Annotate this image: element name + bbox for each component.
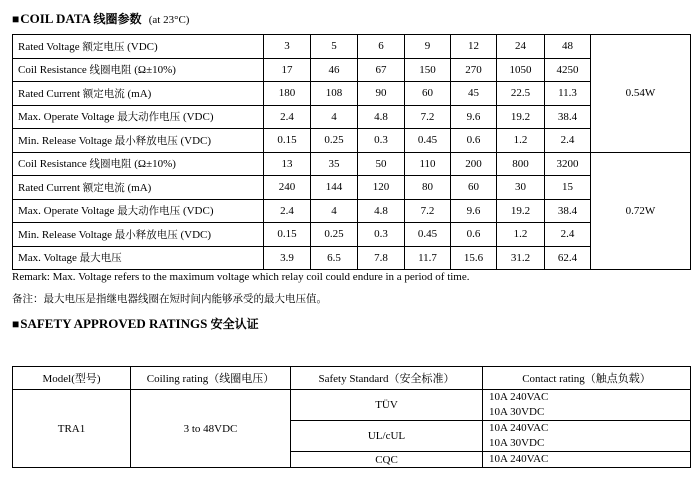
- row-unit: (VDC): [182, 111, 214, 124]
- value-cell: 35: [311, 152, 358, 176]
- row-label-en: Max. Voltage: [18, 252, 77, 265]
- coil-power-cell: 0.54W: [591, 35, 691, 153]
- value-cell: 50: [358, 152, 405, 176]
- coil-data-row: [13, 58, 691, 82]
- row-label-cn: 最大动作电压: [117, 111, 181, 124]
- row-label-en: Max. Operate Voltage: [18, 111, 115, 124]
- row-unit: (mA): [127, 87, 152, 100]
- value-cell: 62.4: [545, 246, 591, 270]
- value-cell: 38.4: [545, 199, 591, 223]
- row-label: [13, 246, 264, 270]
- row-label: [13, 35, 264, 59]
- voltage-cell: 6: [358, 35, 405, 59]
- row-label: [13, 152, 264, 176]
- row-label: [13, 199, 264, 223]
- value-cell: 800: [497, 152, 545, 176]
- row-label: [13, 58, 264, 82]
- value-cell: 4: [311, 105, 358, 129]
- coil-data-row: [13, 82, 691, 106]
- value-cell: 0.3: [358, 223, 405, 247]
- coil-data-title: COIL DATA: [20, 11, 91, 26]
- square-bullet-icon: ■: [12, 317, 20, 331]
- square-bullet-icon: ■: [12, 12, 20, 26]
- coil-data-row: [13, 176, 691, 200]
- value-cell: 17: [264, 58, 311, 82]
- voltage-cell: 48: [545, 35, 591, 59]
- row-label-cn: 最大电压: [79, 252, 122, 265]
- value-cell: 22.5: [497, 82, 545, 106]
- contact-rating-cell: [483, 390, 691, 421]
- row-unit: (VDC): [180, 228, 212, 241]
- value-cell: 270: [451, 58, 497, 82]
- voltage-cell: 12: [451, 35, 497, 59]
- value-cell: 11.7: [405, 246, 451, 270]
- value-cell: 0.3: [358, 129, 405, 153]
- value-cell: 200: [451, 152, 497, 176]
- row-label-cn: 额定电压: [82, 40, 125, 53]
- coil-rating-cell: 3 to 48VDC: [131, 390, 291, 468]
- value-cell: 67: [358, 58, 405, 82]
- contact-rating-line: 10A 240VAC: [489, 453, 549, 465]
- coil-data-table: [12, 34, 691, 270]
- value-cell: 4: [311, 199, 358, 223]
- value-cell: 4.8: [358, 105, 405, 129]
- row-label-cn: 线圈电阻: [89, 158, 132, 171]
- row-unit: (Ω±10%): [134, 158, 176, 171]
- column-header: Safety Standard（安全标准）: [291, 367, 483, 390]
- row-label: [13, 223, 264, 247]
- value-cell: 240: [264, 176, 311, 200]
- contact-rating-line: 10A 30VDC: [489, 406, 545, 418]
- value-cell: 0.6: [451, 129, 497, 153]
- coil-data-row: [13, 246, 691, 270]
- value-cell: 19.2: [497, 105, 545, 129]
- column-header: Contact rating（触点负载）: [483, 367, 691, 390]
- row-label: [13, 105, 264, 129]
- value-cell: 144: [311, 176, 358, 200]
- value-cell: 9.6: [451, 105, 497, 129]
- model-cell: TRA1: [13, 390, 131, 468]
- value-cell: 3200: [545, 152, 591, 176]
- row-label-cn: 线圈电阻: [89, 64, 132, 77]
- row-label-cn: 额定电流: [82, 181, 125, 194]
- value-cell: 13: [264, 152, 311, 176]
- safety-ratings-table: [12, 366, 691, 468]
- rated-voltage-row: [13, 35, 691, 59]
- row-unit: (VDC): [180, 134, 212, 147]
- value-cell: 7.2: [405, 199, 451, 223]
- row-unit: (VDC): [182, 205, 214, 218]
- coil-data-row: [13, 152, 691, 176]
- value-cell: 60: [451, 176, 497, 200]
- remark-cn: 备注：最大电压是指继电器线圈在短时间内能够承受的最大电压值。: [12, 293, 327, 305]
- value-cell: 60: [405, 82, 451, 106]
- value-cell: 6.5: [311, 246, 358, 270]
- row-label-cn: 额定电流: [82, 87, 125, 100]
- row-label-en: Min. Release Voltage: [18, 134, 112, 147]
- row-label-en: Rated Voltage: [18, 40, 80, 53]
- value-cell: 3.9: [264, 246, 311, 270]
- value-cell: 31.2: [497, 246, 545, 270]
- row-label-cn: 最大动作电压: [117, 205, 181, 218]
- value-cell: 38.4: [545, 105, 591, 129]
- value-cell: 45: [451, 82, 497, 106]
- value-cell: 108: [311, 82, 358, 106]
- value-cell: 120: [358, 176, 405, 200]
- safety-title: SAFETY APPROVED RATINGS: [20, 316, 208, 331]
- value-cell: 15.6: [451, 246, 497, 270]
- row-label-en: Rated Current: [18, 181, 81, 194]
- row-label-cn: 最小释放电压: [114, 134, 178, 147]
- coil-data-row: [13, 223, 691, 247]
- row-unit: (VDC): [127, 40, 158, 53]
- voltage-cell: 5: [311, 35, 358, 59]
- coil-power-cell: 0.72W: [591, 152, 691, 270]
- value-cell: 0.45: [405, 129, 451, 153]
- safety-standard-cell: CQC: [291, 452, 483, 468]
- value-cell: 1.2: [497, 223, 545, 247]
- contact-rating-line: 10A 240VAC: [489, 391, 549, 403]
- value-cell: 2.4: [264, 199, 311, 223]
- value-cell: 2.4: [545, 223, 591, 247]
- coil-data-heading: [12, 10, 189, 27]
- row-label-en: Max. Operate Voltage: [18, 205, 115, 218]
- value-cell: 0.6: [451, 223, 497, 247]
- coil-data-row: [13, 129, 691, 153]
- row-label-en: Rated Current: [18, 87, 81, 100]
- value-cell: 7.8: [358, 246, 405, 270]
- voltage-cell: 9: [405, 35, 451, 59]
- value-cell: 1050: [497, 58, 545, 82]
- coil-data-row: [13, 199, 691, 223]
- coil-data-row: [13, 105, 691, 129]
- row-label-en: Min. Release Voltage: [18, 228, 112, 241]
- row-label: [13, 129, 264, 153]
- row-label-en: Coil Resistance: [18, 158, 87, 171]
- safety-standard-row: [13, 390, 691, 421]
- value-cell: 1.2: [497, 129, 545, 153]
- value-cell: 110: [405, 152, 451, 176]
- contact-rating-line: 10A 240VAC: [489, 422, 549, 434]
- value-cell: 19.2: [497, 199, 545, 223]
- row-unit: (mA): [127, 181, 152, 194]
- value-cell: 0.15: [264, 129, 311, 153]
- coil-data-subtitle: (at 23°C): [148, 14, 190, 26]
- value-cell: 0.25: [311, 129, 358, 153]
- value-cell: 4.8: [358, 199, 405, 223]
- voltage-cell: 24: [497, 35, 545, 59]
- contact-rating-cell: [483, 421, 691, 452]
- value-cell: 46: [311, 58, 358, 82]
- row-label-cn: 最小释放电压: [114, 228, 178, 241]
- value-cell: 30: [497, 176, 545, 200]
- row-label: [13, 82, 264, 106]
- contact-rating-cell: [483, 452, 691, 468]
- safety-standard-cell: UL/cUL: [291, 421, 483, 452]
- value-cell: 2.4: [545, 129, 591, 153]
- safety-heading: [12, 315, 259, 332]
- column-header: Model(型号): [13, 367, 131, 390]
- value-cell: 0.25: [311, 223, 358, 247]
- value-cell: 11.3: [545, 82, 591, 106]
- safety-title-cn: 安全认证: [210, 317, 259, 331]
- remark-en: Remark: Max. Voltage refers to the maximum voltage which relay coil could endure in a period of time.: [12, 271, 470, 283]
- row-unit: (Ω±10%): [134, 64, 176, 77]
- contact-rating-line: 10A 30VDC: [489, 437, 545, 449]
- voltage-cell: 3: [264, 35, 311, 59]
- value-cell: 180: [264, 82, 311, 106]
- value-cell: 0.45: [405, 223, 451, 247]
- value-cell: 9.6: [451, 199, 497, 223]
- value-cell: 150: [405, 58, 451, 82]
- row-label: [13, 176, 264, 200]
- value-cell: 80: [405, 176, 451, 200]
- safety-header-row: [13, 367, 691, 390]
- value-cell: 4250: [545, 58, 591, 82]
- coil-data-title-cn: 线圈参数: [93, 12, 142, 26]
- value-cell: 2.4: [264, 105, 311, 129]
- value-cell: 90: [358, 82, 405, 106]
- value-cell: 15: [545, 176, 591, 200]
- value-cell: 0.15: [264, 223, 311, 247]
- row-label-en: Coil Resistance: [18, 64, 87, 77]
- column-header: Coiling rating（线圈电压）: [131, 367, 291, 390]
- value-cell: 7.2: [405, 105, 451, 129]
- safety-standard-cell: TÜV: [291, 390, 483, 421]
